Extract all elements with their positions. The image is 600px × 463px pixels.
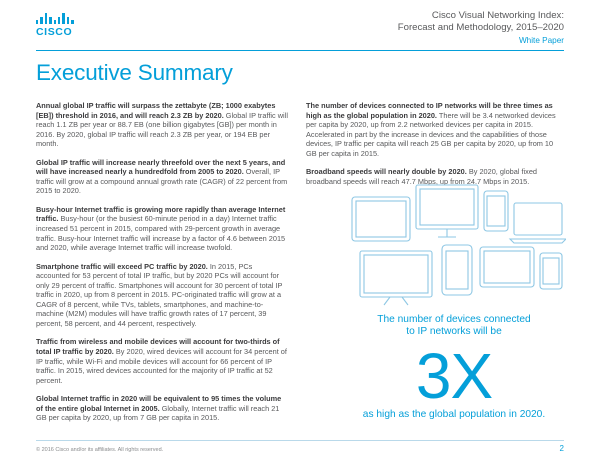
monitor-screen [420, 189, 474, 225]
header-title-line2: Forecast and Methodology, 2015–2020 [397, 22, 564, 33]
paragraph-body: Globally, Internet traffic will reach 21 GB per capita by 2020, up from 7 GB per capita in 2015. [36, 403, 280, 423]
callout-line: The number of devices connected [377, 314, 531, 325]
right-column [306, 101, 564, 195]
paragraph [36, 262, 288, 329]
page-number: 2 [559, 444, 564, 453]
tablet-screen [484, 251, 530, 283]
paragraph-body: Global IP traffic will reach 1.1 ZB per year or 88.7 EB (one billion gigabytes [GB]) per month in 2016. By 2020, global IP traffic will reach 2.3 ZB per year, or 194 EB per month. [36, 110, 288, 149]
phone-icon [484, 191, 508, 231]
paragraph [36, 337, 288, 385]
footer-divider [36, 440, 564, 441]
tablet-icon [352, 197, 410, 241]
copyright: © 2016 Cisco and/or its affiliates. All rights reserved. [36, 447, 164, 453]
logo-wordmark: CISCO [36, 26, 73, 38]
document-header [398, 10, 564, 46]
paragraph-body: By 2020, global fixed broadband speeds will reach 47.7 Mbps, up from 24.7 Mbps in 2015. [306, 167, 538, 186]
page-title: Executive Summary [36, 60, 233, 85]
paragraph-lead: Global IP traffic will increase nearly threefold over the next 5 years, and will have increased nearly a hundredfold from 2005 to 2020. [36, 157, 286, 177]
paragraph-lead: The number of devices connected to IP networks will be three times as high as the global population in 2020. [306, 101, 553, 120]
tv-screen [364, 255, 428, 293]
left-column [36, 101, 288, 432]
phone-screen [446, 251, 468, 289]
tv-leg [402, 297, 408, 305]
paragraph-lead: Smartphone traffic will exceed PC traffic by 2020. [36, 261, 208, 271]
paragraph [306, 101, 564, 158]
paragraph-body: By 2020, wired devices will account for 34 percent of IP traffic, while Wi-Fi and mobile devices will account for 66 percent of IP traffic. In 2015, wired devices accounted for the majority of IP traffic at 52 percent. [36, 347, 287, 385]
tablet-screen [356, 201, 406, 237]
header-title-line1: Cisco Visual Networking Index: [431, 10, 564, 21]
paragraph-body: Busy-hour (or the busiest 60-minute period in a day) Internet traffic increased 51 percent in 2015, compared with 29-percent growth in average traffic. Busy-hour Internet traffic will increase by a factor of 4.6 between 2015 and 2020, while average Internet traffic will increase twofold. [36, 214, 286, 253]
paragraph-lead: Annual global IP traffic will surpass the zettabyte (ZB; 1000 exabytes [EB]) threshold in 2016, and will reach 2.3 ZB by 2020. [36, 101, 276, 120]
callout-line: to IP networks will be [406, 326, 502, 338]
cisco-bars-icon [36, 12, 86, 24]
monitor-icon [416, 185, 478, 229]
paragraph [36, 394, 288, 423]
callout-text [333, 314, 575, 339]
phone-screen [487, 196, 505, 226]
paragraph-lead: Traffic from wireless and mobile devices will account for two-thirds of total IP traffic by 2020. [36, 337, 280, 357]
paragraph-body: In 2015, PCs accounted for 53 percent of total IP traffic, but by 2020 PCs will account for only 29 percent of traffic. Smartphones will account for 30 percent of total IP traffic in 2020, up from 8 percent in 2015. PC-originated traffic will grow at a CAGR of 8 percent, while TVs, tablets, smartphones, and machine-to-machine (M2M) modules will have traffic growth rates of 17 percent, 39 percent, 58 percent, and 44 percent, respectively. [36, 261, 283, 328]
tablet-icon [480, 247, 534, 287]
paragraph-lead: Global Internet traffic in 2020 will be equivalent to 95 times the volume of the entire global Internet in 2005. [36, 394, 282, 413]
paragraph-body: Overall, IP traffic will grow at a compound annual growth rate (CAGR) of 22 percent from 2015 to 2020. [36, 167, 288, 196]
paragraph [36, 158, 288, 196]
header-divider [36, 50, 564, 51]
devices-illustration [350, 183, 566, 309]
header-subtitle: White Paper [518, 36, 564, 45]
phone-screen [543, 258, 559, 284]
paragraph [36, 205, 288, 253]
paragraph-lead: Broadband speeds will nearly double by 2020. [306, 167, 467, 177]
callout-number: 3X [415, 340, 493, 412]
laptop-icon [514, 203, 562, 235]
callout-caption: as high as the global population in 2020. [362, 409, 546, 420]
paragraph-lead: Busy-hour Internet traffic is growing more rapidly than average Internet traffic. [36, 204, 286, 224]
paragraph-body: There will be 3.4 networked devices per capita by 2020, up from 2.2 networked devices per capita in 2015. Accelerated in part by the increase in devices and the capabilities of those devices, IP traffic per capita will reach 25 GB per capita by 2020, up from 10 GB per capita in 2015. [306, 110, 556, 158]
tv-leg [384, 297, 390, 305]
paragraph [36, 101, 288, 149]
laptop-base [510, 239, 566, 243]
tv-icon [360, 251, 432, 297]
cisco-logo [36, 12, 86, 38]
